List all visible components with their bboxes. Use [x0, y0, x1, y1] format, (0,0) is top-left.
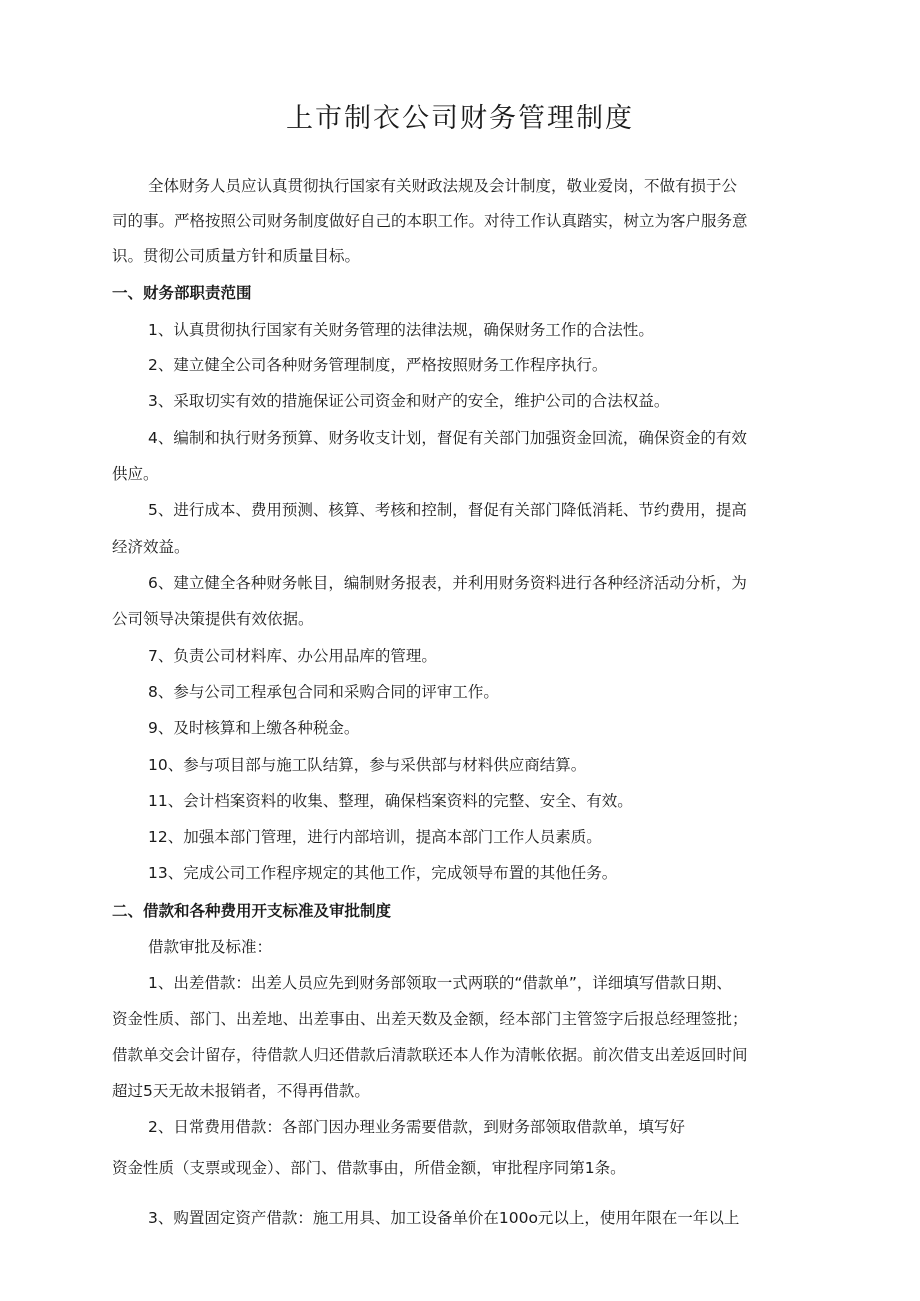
intro-line: 全体财务人员应认真贯彻执行国家有关财政法规及会计制度，敬业爱岗，不做有损于公	[148, 177, 738, 195]
list-item: 7、负责公司材料库、办公用品库的管理。	[148, 647, 437, 665]
intro-line: 识。贯彻公司质量方针和质量目标。	[112, 247, 361, 265]
list-item: 8、参与公司工程承包合同和采购合同的评审工作。	[148, 683, 499, 701]
list-item: 11、会计档案资料的收集、整理，确保档案资料的完整、安全、有效。	[148, 792, 633, 810]
list-item: 公司领导决策提供有效依据。	[112, 610, 314, 628]
paragraph-line: 1、出差借款：出差人员应先到财务部领取一式两联的“借款单”，详细填写借款日期、	[148, 974, 732, 992]
list-item: 供应。	[112, 465, 159, 483]
list-item: 13、完成公司工作程序规定的其他工作，完成领导布置的其他任务。	[148, 864, 618, 882]
paragraph-line: 资金性质、部门、出差地、出差事由、出差天数及金额，经本部门主管签字后报总经理签批；	[112, 1010, 748, 1028]
list-item: 6、建立健全各种财务帐目，编制财务报表，并利用财务资料进行各种经济活动分析，为	[148, 574, 747, 592]
document-title: 上市制衣公司财务管理制度	[286, 103, 634, 134]
section-heading: 一、财务部职责范围	[112, 284, 252, 302]
list-item: 9、及时核算和上缴各种税金。	[148, 719, 360, 737]
list-item: 经济效益。	[112, 538, 190, 556]
list-item: 12、加强本部门管理，进行内部培训，提高本部门工作人员素质。	[148, 828, 602, 846]
paragraph-line: 资金性质（支票或现金）、部门、借款事由，所借金额，审批程序同第1条。	[112, 1159, 626, 1177]
list-item: 4、编制和执行财务预算、财务收支计划，督促有关部门加强资金回流，确保资金的有效	[148, 429, 747, 447]
intro-line: 司的事。严格按照公司财务制度做好自己的本职工作。对待工作认真踏实，树立为客户服务意	[112, 212, 748, 230]
paragraph-line: 2、日常费用借款：各部门因办理业务需要借款，到财务部领取借款单，填写好	[148, 1118, 685, 1136]
subheading: 借款审批及标准：	[148, 938, 273, 956]
list-item: 1、认真贯彻执行国家有关财务管理的法律法规，确保财务工作的合法性。	[148, 321, 654, 339]
paragraph-line: 3、购置固定资产借款：施工用具、加工设备单价在100o元以上，使用年限在一年以上	[148, 1209, 740, 1227]
list-item: 3、采取切实有效的措施保证公司资金和财产的安全，维护公司的合法权益。	[148, 392, 670, 410]
paragraph-line: 超过5天无故未报销者，不得再借款。	[112, 1082, 370, 1100]
list-item: 10、参与项目部与施工队结算，参与采供部与材料供应商结算。	[148, 756, 587, 774]
section-heading: 二、借款和各种费用开支标准及审批制度	[112, 902, 392, 920]
list-item: 2、建立健全公司各种财务管理制度，严格按照财务工作程序执行。	[148, 356, 608, 374]
list-item: 5、进行成本、费用预测、核算、考核和控制，督促有关部门降低消耗、节约费用，提高	[148, 501, 747, 519]
paragraph-line: 借款单交会计留存，待借款人归还借款后清款联还本人作为清帐依据。前次借支出差返回时间	[112, 1046, 748, 1064]
